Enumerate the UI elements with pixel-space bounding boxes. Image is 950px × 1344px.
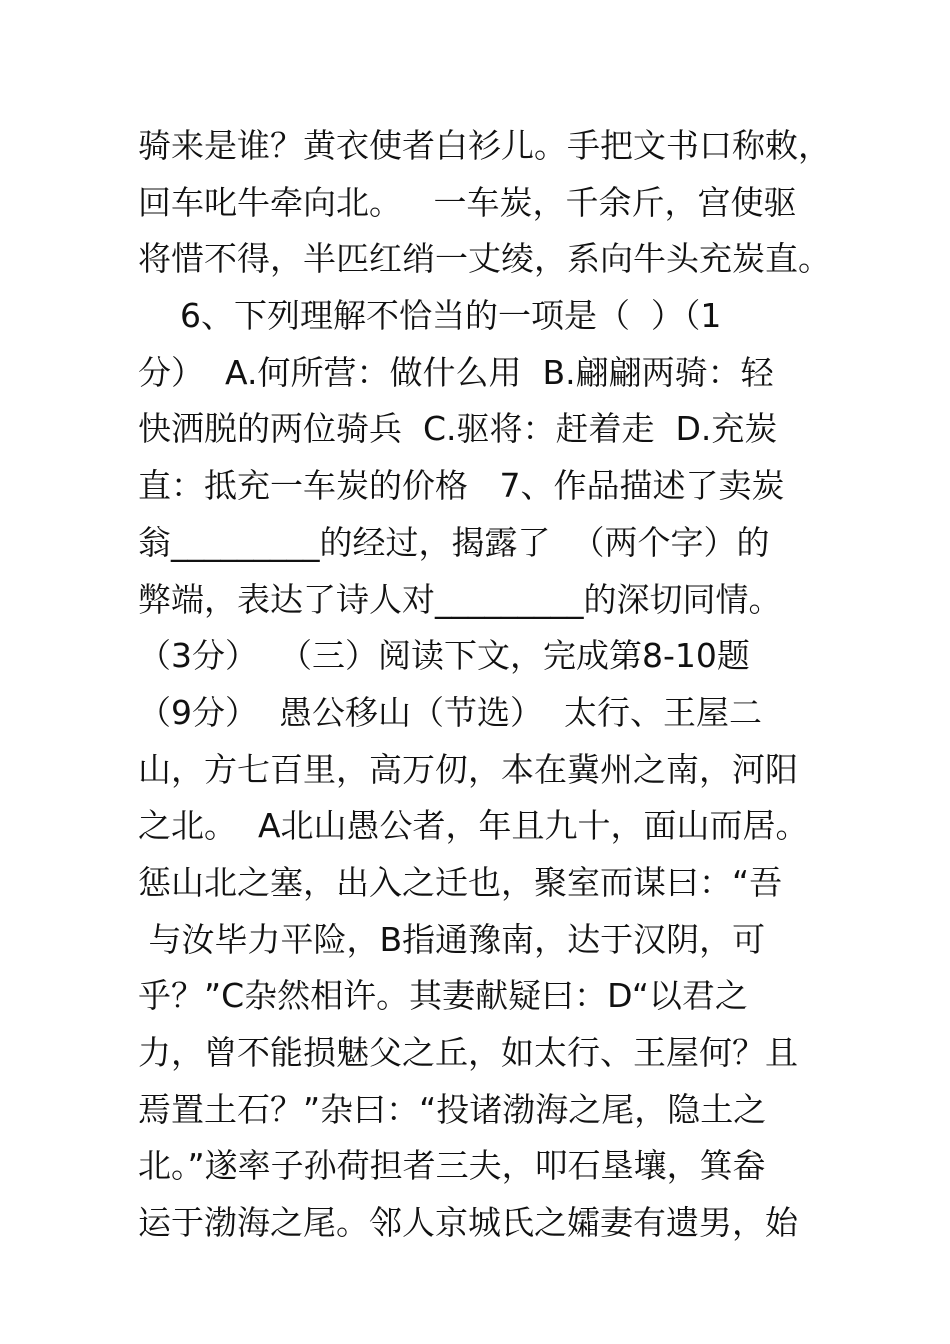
passage-line-6: 力，曾不能损魅父之丘，如太行、王屋何？且 <box>138 1033 798 1072</box>
passage-line-5: 乎？”C杂然相许。其妻献疑曰：D“以君之 <box>138 976 748 1016</box>
passage-line-9: 运于渤海之尾。邻人京城氏之孀妻有遗男，始 <box>138 1203 798 1243</box>
passage-line-2: 之北。 A北山愚公者，年且九十，面山而居。 <box>138 806 809 846</box>
question-6-options-line-2: 快洒脱的两位骑兵 C.驱将：赶着走 D.充炭 <box>138 409 778 449</box>
passage-line-1: 山，方七百里，高万仞，本在冀州之南，河阳 <box>138 749 798 789</box>
question-6-line: 6、下列理解不恰当的一项是（ ）（1 <box>138 296 722 336</box>
passage-title-line: （9分） 愚公移山（节选） 太行、王屋二 <box>138 692 762 732</box>
question-7-line-3: 弊端，表达了诗人对_________的深切同情。 <box>138 579 782 619</box>
passage-line-4: 与汝毕力平险，B指通豫南，达于汉阴，可 <box>138 919 766 959</box>
question-6-options-line-1: 分） A.何所营：做什么用 B.翩翩两骑：轻 <box>138 352 774 392</box>
document-body <box>138 118 838 1252</box>
text-line-1: 骑来是谁？黄衣使者白衫儿。手把文书口称敕， <box>138 126 831 165</box>
passage-line-3: 惩山北之塞，出入之迁也，聚室而谋曰：“吾 <box>138 862 783 902</box>
question-7-line-2: 翁_________的经过，揭露了 （两个字）的 <box>138 522 770 562</box>
question-7-line-1: 直：抵充一车炭的价格 7、作品描述了卖炭 <box>138 466 785 506</box>
passage-line-7: 焉置土石？”杂曰：“投诸渤海之尾，隐土之 <box>138 1089 767 1129</box>
passage-line-8: 北。”遂率子孙荷担者三夫，叩石垦壤，箕畚 <box>138 1146 766 1186</box>
text-line-3: 将惜不得，半匹红绡一丈绫，系向牛头充炭直。 <box>138 239 831 279</box>
text-line-2: 回车叱牛牵向北。 一车炭，千余斤，宫使驱 <box>138 182 797 222</box>
section-3-heading-line: （3分） （三）阅读下文，完成第8-10题 <box>138 636 750 676</box>
